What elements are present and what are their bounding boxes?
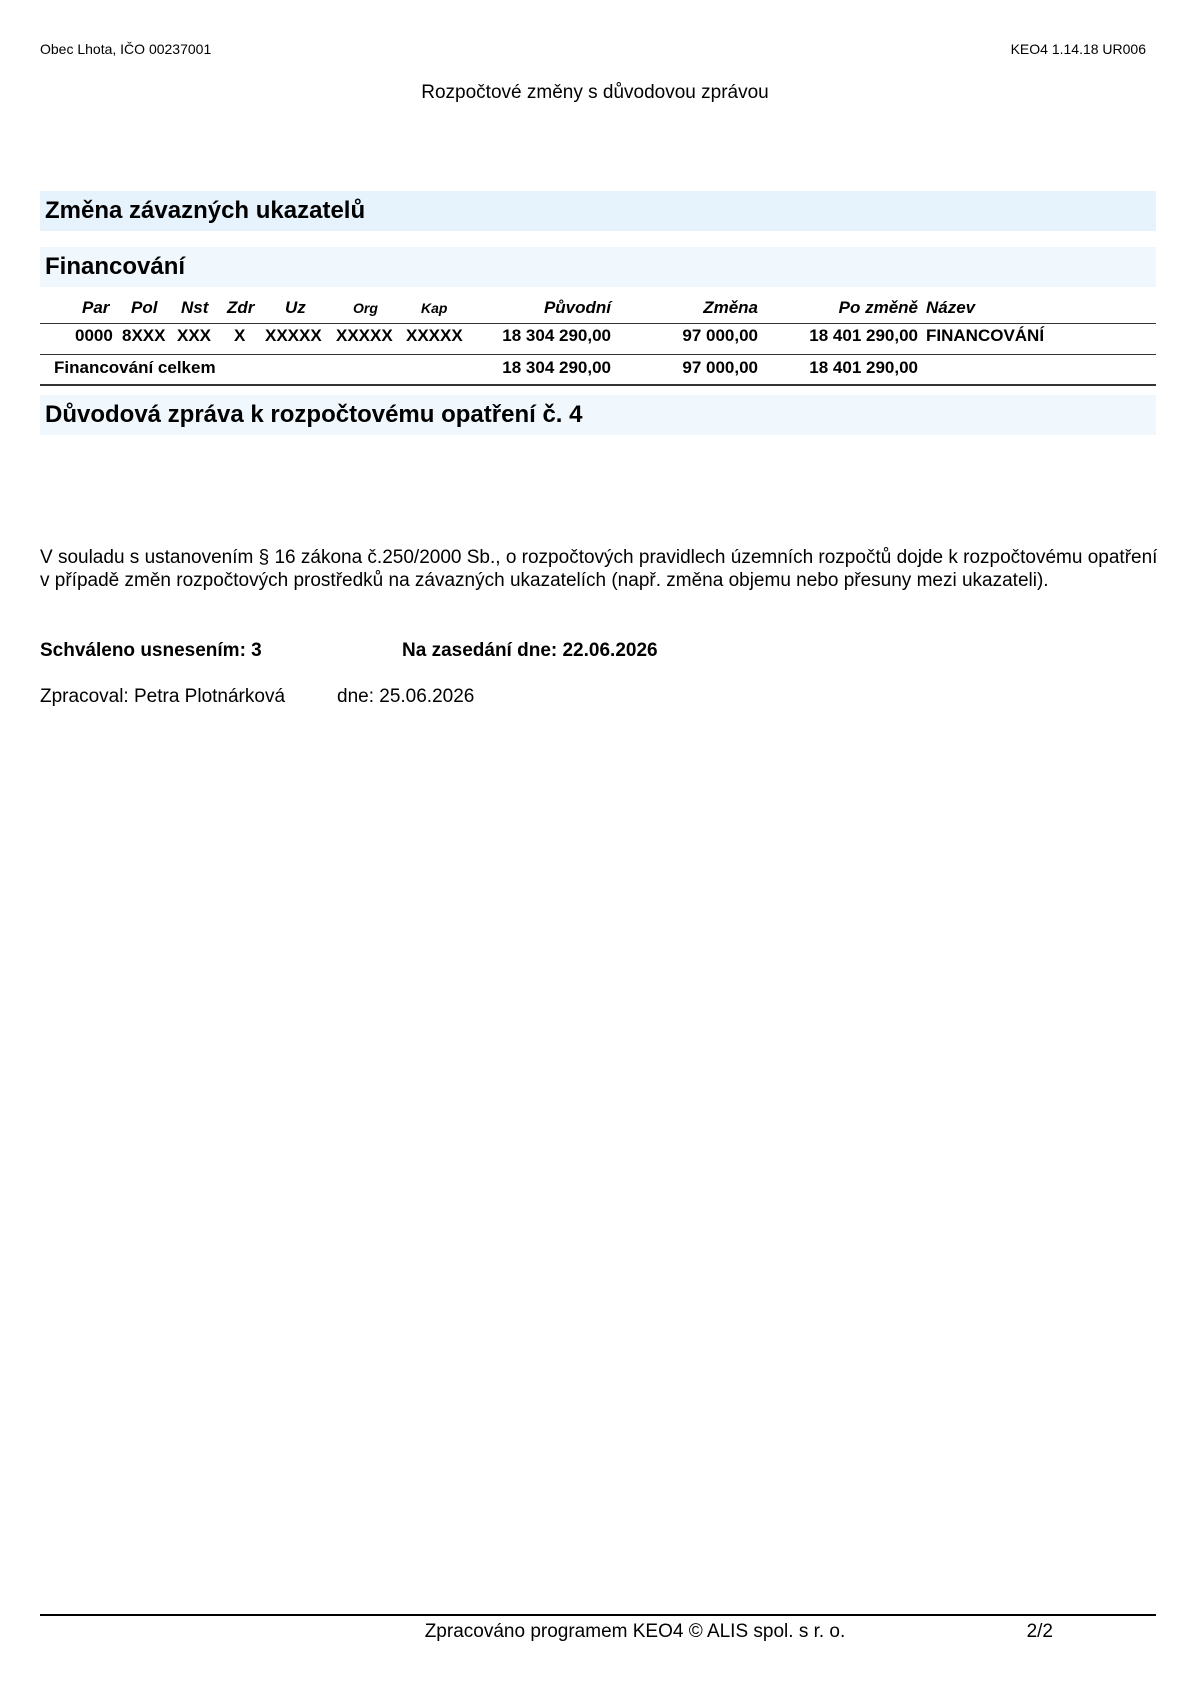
cell-uz: XXXXX bbox=[265, 326, 322, 345]
report-paragraph: V souladu s ustanovením § 16 zákona č.250/2000 Sb., o rozpočtových pravidlech územních rozpočtů dojde k rozpočtovému opatření v případě změn rozpočtových prostředků na závazných ukazatelích (např. změna objemu nebo přesuny mezi ukazateli). bbox=[40, 547, 1158, 591]
section-heading-report: Důvodová zpráva k rozpočtovému opatření č. 4 bbox=[40, 395, 1156, 435]
cell-puvodni: 18 304 290,00 bbox=[502, 326, 611, 345]
cell-po-zmene: 18 401 290,00 bbox=[809, 326, 918, 345]
column-header-puvodni: Původní bbox=[543, 298, 611, 317]
table-row-rule bbox=[40, 354, 1156, 355]
column-header-par: Par bbox=[82, 298, 110, 317]
column-header-po-zmene: Po změně bbox=[838, 298, 918, 317]
total-zmena: 97 000,00 bbox=[682, 358, 758, 377]
column-header-uz: Uz bbox=[285, 298, 306, 317]
column-header-nazev: Název bbox=[926, 298, 976, 317]
cell-nazev: FINANCOVÁNÍ bbox=[926, 326, 1045, 345]
program-code: KEO4 1.14.18 UR006 bbox=[1010, 41, 1146, 57]
cell-kap: XXXXX bbox=[406, 326, 463, 345]
column-header-kap: Kap bbox=[421, 300, 448, 316]
processed-by: Zpracoval: Petra Plotnárková bbox=[40, 686, 286, 707]
footer-text: Zpracováno programem KEO4 © ALIS spol. s r. o. bbox=[424, 1621, 846, 1642]
column-header-pol: Pol bbox=[131, 298, 158, 317]
total-puvodni: 18 304 290,00 bbox=[502, 358, 611, 377]
organization-name: Obec Lhota, IČO 00237001 bbox=[40, 41, 212, 57]
cell-org: XXXXX bbox=[336, 326, 393, 345]
page-number: 2/2 bbox=[1026, 1621, 1053, 1642]
approved-by: Schváleno usnesením: 3 bbox=[40, 640, 262, 661]
total-po-zmene: 18 401 290,00 bbox=[809, 358, 918, 377]
document-title: Rozpočtové změny s důvodovou zprávou bbox=[421, 82, 769, 103]
processed-date: dne: 25.06.2026 bbox=[337, 686, 475, 707]
table-total-rule bbox=[40, 384, 1156, 386]
section-heading-indicators: Změna závazných ukazatelů bbox=[40, 191, 1156, 231]
cell-zdr: X bbox=[234, 326, 246, 345]
footer-rule bbox=[40, 1614, 1156, 1616]
cell-zmena: 97 000,00 bbox=[682, 326, 758, 345]
cell-pol: 8XXX bbox=[122, 326, 166, 345]
meeting-date: Na zasedání dne: 22.06.2026 bbox=[402, 640, 658, 661]
column-header-zmena: Změna bbox=[703, 298, 758, 317]
column-header-nst: Nst bbox=[181, 298, 209, 317]
cell-par: 0000 bbox=[75, 326, 113, 345]
cell-nst: XXX bbox=[177, 326, 212, 345]
table-header-rule bbox=[40, 323, 1156, 324]
total-label: Financování celkem bbox=[54, 358, 216, 377]
column-header-zdr: Zdr bbox=[227, 298, 255, 317]
section-heading-financing: Financování bbox=[40, 247, 1156, 287]
column-header-org: Org bbox=[353, 300, 378, 316]
